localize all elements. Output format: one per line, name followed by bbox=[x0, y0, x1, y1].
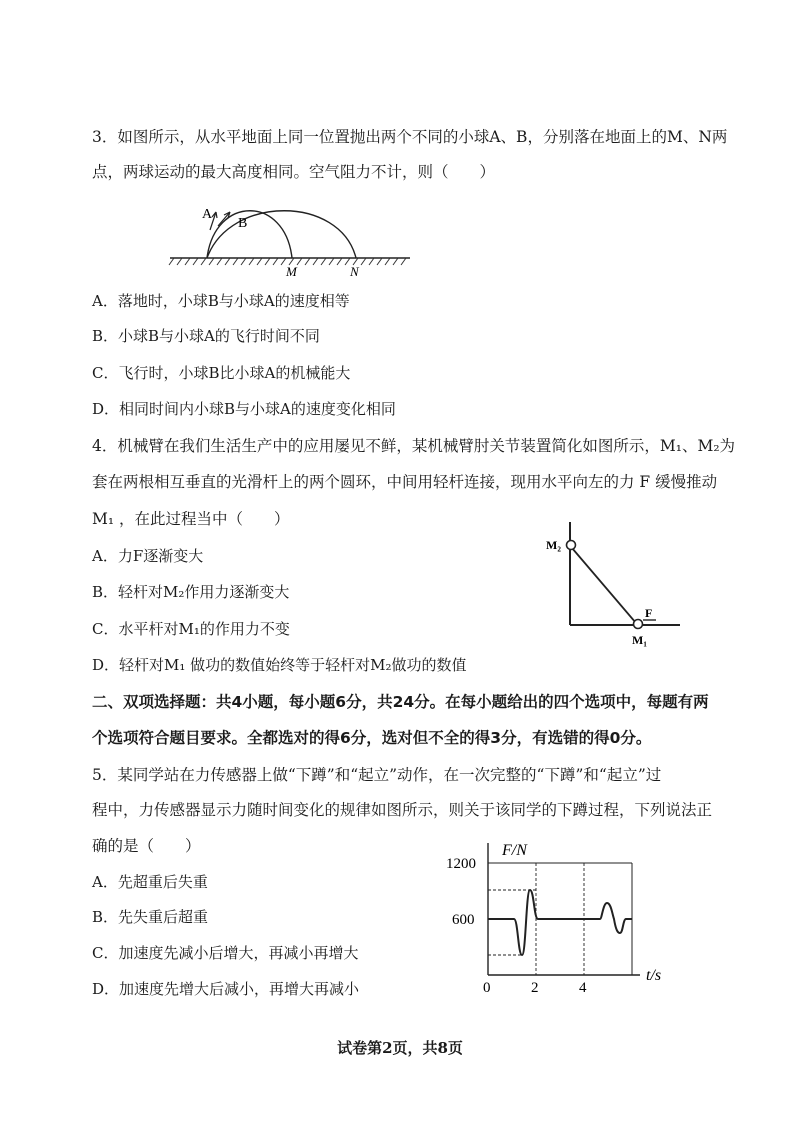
q3-projectile-figure bbox=[160, 190, 420, 280]
ring-m2 bbox=[567, 541, 576, 550]
q5-option-a: A．先超重后失重 bbox=[92, 873, 208, 891]
x-tick-2: 2 bbox=[531, 980, 539, 996]
q4-option-a: A．力F逐渐变大 bbox=[92, 547, 204, 565]
section2-instructions-line2: 个选项符合题目要求。全都选对的得6分，选对但不全的得3分，有选错的得0分。 bbox=[92, 729, 652, 747]
q3-option-d: D．相同时间内小球B与小球A的速度变化相同 bbox=[92, 400, 396, 418]
label-n: N bbox=[350, 264, 359, 279]
q4-option-d: D．轻杆对M₁ 做功的数值始终等于轻杆对M₂做功的数值 bbox=[92, 656, 467, 674]
q4-stem-line1: 4．机械臂在我们生活生产中的应用屡见不鲜，某机械臂肘关节装置简化如图所示，M₁、M₂为 bbox=[92, 437, 736, 455]
label-m1: M₁ bbox=[632, 633, 647, 647]
label-b: B bbox=[238, 216, 248, 231]
q4-robot-arm-figure bbox=[540, 520, 690, 650]
q4-stem-line2: 套在两根相互垂直的光滑杆上的两个圆环，中间用轻杆连接，现用水平向左的力 F 缓慢推动 bbox=[92, 473, 718, 491]
trajectory-m bbox=[207, 211, 292, 258]
label-m: M bbox=[286, 264, 297, 279]
q5-option-c: C．加速度先减小后增大，再减小再增大 bbox=[92, 944, 359, 962]
label-a: A bbox=[202, 207, 213, 222]
y-tick-600: 600 bbox=[452, 912, 475, 928]
q4-option-c: C．水平杆对M₁的作用力不变 bbox=[92, 620, 290, 638]
y-axis-label: F/N bbox=[502, 842, 527, 859]
q3-stem-line1: 3．如图所示，从水平地面上同一位置抛出两个不同的小球A、B，分别落在地面上的M、N两 bbox=[92, 128, 728, 146]
force-curve bbox=[488, 890, 632, 955]
q5-stem-line2: 程中，力传感器显示力随时间变化的规律如图所示，则关于该同学的下蹲过程，下列说法正 bbox=[92, 801, 713, 819]
ring-m1 bbox=[634, 620, 643, 629]
x-tick-0: 0 bbox=[483, 980, 491, 996]
q3-option-a: A．落地时，小球B与小球A的速度相等 bbox=[92, 292, 350, 310]
q5-stem-line3: 确的是（ ） bbox=[92, 837, 201, 855]
q3-stem-line2: 点，两球运动的最大高度相同。空气阻力不计，则（ ） bbox=[92, 163, 496, 181]
y-tick-1200: 1200 bbox=[446, 856, 476, 872]
x-tick-4: 4 bbox=[579, 980, 587, 996]
label-f: F bbox=[645, 606, 653, 620]
section2-instructions-line1: 二、双项选择题：共4小题，每小题6分，共24分。在每小题给出的四个选项中，每题有两 bbox=[92, 693, 709, 711]
q5-option-d: D．加速度先增大后减小，再增大再减小 bbox=[92, 980, 360, 998]
x-axis-label: t/s bbox=[646, 967, 662, 984]
q4-stem-line3: M₁ ，在此过程当中（ ） bbox=[92, 510, 290, 528]
q5-stem-line1: 5．某同学站在力传感器上做“下蹲”和“起立”动作，在一次完整的“下蹲”和“起立”过 bbox=[92, 766, 662, 784]
label-m2: M₂ bbox=[546, 538, 561, 552]
q5-force-time-graph bbox=[440, 835, 690, 1000]
q4-option-b: B．轻杆对M₂作用力逐渐变大 bbox=[92, 583, 290, 601]
q5-option-b: B．先失重后超重 bbox=[92, 908, 209, 926]
q3-option-c: C．飞行时，小球B比小球A的机械能大 bbox=[92, 364, 351, 382]
trajectory-n bbox=[207, 211, 356, 258]
arrow-b bbox=[218, 212, 230, 226]
q3-option-b: B．小球B与小球A的飞行时间不同 bbox=[92, 327, 320, 345]
page-footer: 试卷第2页，共8页 bbox=[337, 1039, 463, 1057]
